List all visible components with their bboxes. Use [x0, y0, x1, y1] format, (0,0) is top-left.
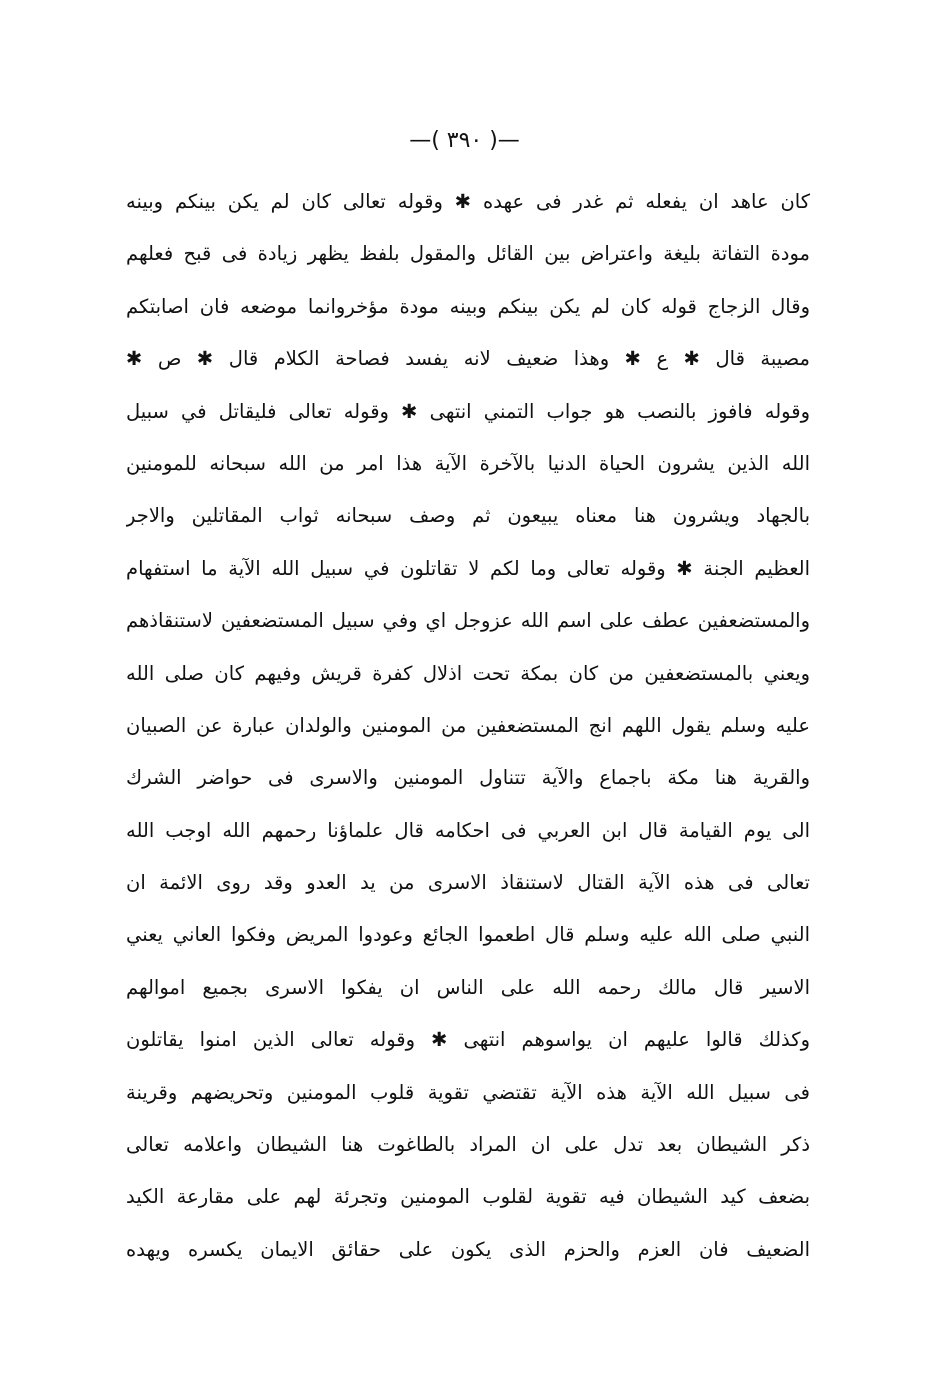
- text-line: العظيم الجنة ✱ وقوله تعالى وما لكم لا تقاتلون في سبيل الله الآية ما استفهام: [126, 556, 810, 580]
- text-line: عليه وسلم يقول اللهم انج المستضعفين من المومنين والولدان عبارة عن الصبيان: [126, 713, 810, 737]
- text-line: كان عاهد ان يفعله ثم غدر فى عهده ✱ وقوله تعالى كان لم يكن بينكم وبينه: [126, 190, 810, 213]
- text-line: وقال الزجاج قوله كان لم يكن بينكم وبينه مودة مؤخروانما موضعه فان اصابتكم: [126, 294, 810, 318]
- text-line: ذكر الشيطان بعد تدل على ان المراد بالطاغوت هنا الشيطان واعلامه تعالى: [126, 1133, 810, 1157]
- text-line: والقرية هنا مكة باجماع والآية تتناول المومنين والاسرى فى حواضر الشرك: [126, 766, 810, 790]
- text-line: بالجهاد ويشرون هنا معناه يبيعون ثم وصف سبحانه ثواب المقاتلين والاجر: [126, 504, 810, 528]
- text-line: بضعف كيد الشيطان فيه تقوية لقلوب المومنين وتجرئة لهم على مقارعة الكيد: [126, 1185, 810, 1209]
- body-text: [126, 176, 810, 1276]
- text-line: الى يوم القيامة قال ابن العربي فى احكامه قال علماؤنا رحمهم الله اوجب الله: [126, 818, 810, 842]
- text-line: النبي صلى الله عليه وسلم قال اطعموا الجائع وعودوا المريض وفكوا العاني يعني: [126, 923, 810, 947]
- page-number: —( ٣٩٠ )—: [409, 128, 520, 153]
- text-line: تعالى فى هذه الآية القتال لاستنقاذ الاسرى من يد العدو وقد روى الائمة ان: [126, 871, 810, 895]
- text-line: وكذلك قالوا عليهم ان يواسوهم انتهى ✱ وقوله تعالى الذين امنوا يقاتلون: [126, 1028, 810, 1052]
- text-line: الضعيف فان العزم والحزم الذى يكون على حقائق الايمان يكسره ويهده: [126, 1237, 810, 1261]
- text-line: فى سبيل الله الآية هذه الآية تقتضي تقوية قلوب المومنين وتحريضهم وقرينة: [126, 1080, 810, 1104]
- text-line: الله الذين يشرون الحياة الدنيا بالآخرة الآية هذا امر من الله سبحانه للمومنين: [126, 451, 810, 475]
- text-line: مودة التفاتة بليغة واعتراض بين القائل والمقول بلفظ يظهر زيادة فى قبح فعلهم: [126, 242, 810, 266]
- text-line: والمستضعفين عطف على اسم الله عزوجل اي وفي سبيل المستضعفين لاستنقاذهم: [126, 609, 810, 633]
- text-line: ويعني بالمستضعفين من كان بمكة تحت اذلال كفرة قريش وفيهم كان صلى الله: [126, 661, 810, 685]
- text-line: وقوله فافوز بالنصب هو جواب التمني انتهى ✱ وقوله تعالى فليقاتل في سبيل: [126, 399, 810, 423]
- text-line: مصيبة قال ✱ ع ✱ وهذا ضعيف لانه يفسد فصاحة الكلام قال ✱ ص ✱: [126, 347, 810, 371]
- text-line: الاسير قال مالك رحمه الله على الناس ان يفكوا الاسرى بجميع اموالهم: [126, 975, 810, 999]
